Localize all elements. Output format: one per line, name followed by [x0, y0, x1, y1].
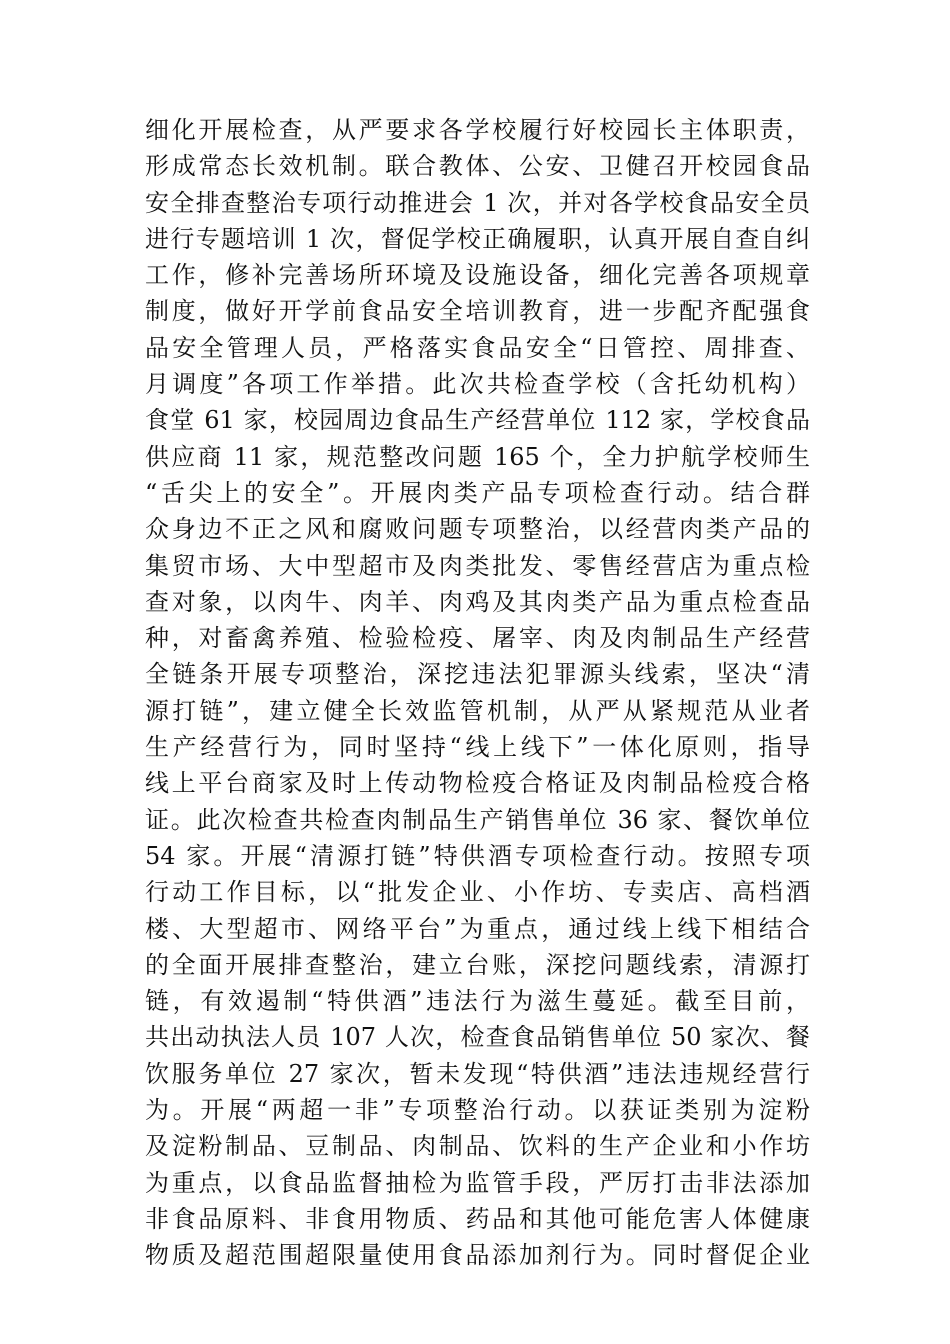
- body-text: [145, 112, 810, 1274]
- text-line: 工作，修补完善场所环境及设施设备，细化完善各项规章: [145, 261, 810, 290]
- text-line: 的全面开展排查整治，建立台账，深挖问题线索，清源打: [145, 950, 810, 979]
- text-line: 饮服务单位 27 家次，暂未发现“特供酒”违法违规经营行: [145, 1059, 810, 1088]
- text-line: 链，有效遏制“特供酒”违法行为滋生蔓延。截至目前，: [145, 987, 810, 1016]
- text-line: 食堂 61 家，校园周边食品生产经营单位 112 家，学校食品: [145, 406, 810, 435]
- text-line: 源打链”，建立健全长效监管机制，从严从紧规范从业者: [145, 696, 810, 725]
- text-line: “舌尖上的安全”。开展肉类产品专项检查行动。结合群: [145, 478, 810, 507]
- text-line: 非食品原料、非食用物质、药品和其他可能危害人体健康: [145, 1204, 810, 1233]
- text-line: 全链条开展专项整治，深挖违法犯罪源头线索，坚决“清: [145, 660, 810, 689]
- text-line: 月调度”各项工作举措。此次共检查学校（含托幼机构）: [145, 370, 810, 399]
- text-line: 物质及超范围超限量使用食品添加剂行为。同时督促企业: [145, 1241, 810, 1270]
- text-line: 集贸市场、大中型超市及肉类批发、零售经营店为重点检: [145, 551, 810, 580]
- text-line: 为重点，以食品监督抽检为监管手段，严厉打击非法添加: [145, 1168, 810, 1197]
- text-line: 查对象，以肉牛、肉羊、肉鸡及其肉类产品为重点检查品: [145, 587, 810, 616]
- text-line: 生产经营行为，同时坚持“线上线下”一体化原则，指导: [145, 733, 810, 762]
- text-line: 证。此次检查共检查肉制品生产销售单位 36 家、餐饮单位: [145, 805, 810, 834]
- text-line: 行动工作目标，以“批发企业、小作坊、专卖店、高档酒: [145, 878, 810, 907]
- text-line: 品安全管理人员，严格落实食品安全“日管控、周排查、: [145, 333, 810, 362]
- text-line: 共出动执法人员 107 人次，检查食品销售单位 50 家次、餐: [145, 1023, 810, 1052]
- text-line: 安全排查整治专项行动推进会 1 次，并对各学校食品安全员: [145, 188, 810, 217]
- text-line: 制度，做好开学前食品安全培训教育，进一步配齐配强食: [145, 297, 810, 326]
- text-line: 及淀粉制品、豆制品、肉制品、饮料的生产企业和小作坊: [145, 1132, 810, 1161]
- text-line: 线上平台商家及时上传动物检疫合格证及肉制品检疫合格: [145, 769, 810, 798]
- text-line: 细化开展检查，从严要求各学校履行好校园长主体职责，: [145, 116, 810, 144]
- text-line: 形成常态长效机制。联合教体、公安、卫健召开校园食品: [145, 152, 810, 181]
- text-line: 种，对畜禽养殖、检验检疫、屠宰、肉及肉制品生产经营: [145, 624, 810, 653]
- text-line: 54 家。开展“清源打链”特供酒专项检查行动。按照专项: [145, 841, 810, 870]
- text-line: 众身边不正之风和腐败问题专项整治，以经营肉类产品的: [145, 515, 810, 544]
- text-line: 为。开展“两超一非”专项整治行动。以获证类别为淀粉: [145, 1096, 810, 1125]
- text-line: 进行专题培训 1 次，督促学校正确履职，认真开展自查自纠: [145, 224, 810, 253]
- text-line: 供应商 11 家，规范整改问题 165 个，全力护航学校师生: [145, 442, 810, 471]
- text-line: 楼、大型超市、网络平台”为重点，通过线上线下相结合: [145, 914, 810, 943]
